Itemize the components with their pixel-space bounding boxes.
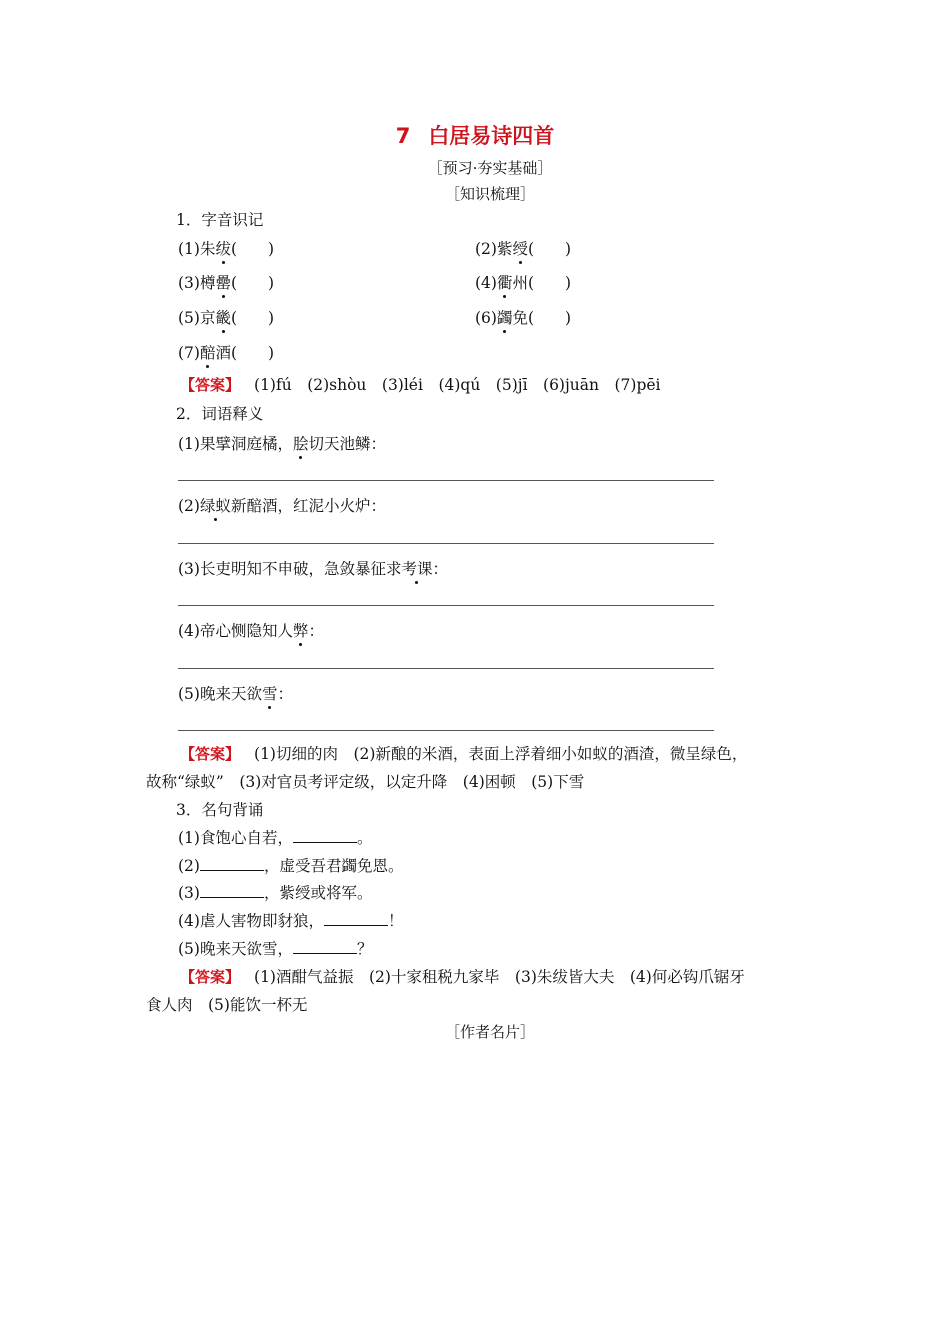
answer-text: (1)切细的肉 (2)新酿的米酒，表面上浮着细小如蚁的酒渣，微呈绿色， [254, 745, 748, 763]
section1-answer [180, 373, 661, 395]
section3-answer-line1 [180, 965, 745, 987]
term-item-4: (4)帝心恻隐知人弊： [178, 619, 324, 641]
section3-answer-line2: 食人肉 (5)能饮一杯无 [146, 996, 308, 1014]
term-item-1: (1)果擘洞庭橘，脍切天池鳞： [178, 432, 386, 454]
answer-line-3 [178, 605, 714, 606]
answer-line-1 [178, 480, 714, 481]
pron-item-6: (6)蠲免( ) [475, 306, 571, 328]
title-text: 白居易诗四首 [428, 124, 555, 148]
section1-heading: 1．字音识记 [176, 211, 264, 229]
answer-tag: 【答案】 [180, 376, 241, 394]
answer-tag: 【答案】 [180, 745, 241, 763]
answer-text: (1)fú (2)shòu (3)léi (4)qú (5)jī (6)juān (7)pēi [254, 376, 661, 394]
term-item-5: (5)晚来天欲雪： [178, 682, 293, 704]
title-number: 7 [395, 124, 411, 148]
recite-item-3: (3) ，紫绶或将军。 [178, 884, 373, 902]
answer-text: (1)酒酣气益振 (2)十家租税九家毕 (3)朱绂皆大夫 (4)何必钩爪锯牙 [254, 968, 745, 986]
section-label-preview: ［预习·夯实基础］ [427, 159, 553, 177]
pron-item-7: (7)醅酒( ) [178, 341, 274, 363]
section-label-author: ［作者名片］ [444, 1023, 535, 1041]
pron-item-2: (2)紫绶( ) [475, 237, 571, 259]
recite-item-1: (1)食饱心自若， 。 [178, 829, 373, 847]
section3-heading: 3．名句背诵 [176, 801, 264, 819]
answer-line-2 [178, 543, 714, 544]
section2-answer-line2: 故称“绿蚁” (3)对官员考评定级，以定升降 (4)困顿 (5)下雪 [146, 773, 585, 791]
pron-item-4: (4)衢州( ) [475, 271, 571, 293]
recite-item-2: (2) ，虚受吾君蠲免恩。 [178, 857, 404, 875]
term-item-2: (2)绿蚁新醅酒，红泥小火炉： [178, 494, 386, 516]
recite-item-4: (4)虐人害物即豺狼， ！ [178, 912, 404, 930]
page-title [0, 120, 950, 150]
pron-item-3: (3)樽罍( ) [178, 271, 274, 293]
section-label-knowledge: ［知识梳理］ [444, 185, 535, 203]
answer-line-5 [178, 730, 714, 731]
recite-item-5: (5)晚来天欲雪， ？ [178, 940, 373, 958]
section2-heading: 2．词语释义 [176, 405, 264, 423]
pron-item-5: (5)京畿( ) [178, 306, 274, 328]
section2-answer-line1 [180, 742, 747, 764]
answer-line-4 [178, 668, 714, 669]
answer-tag: 【答案】 [180, 968, 241, 986]
term-item-3: (3)长吏明知不申破，急敛暴征求考课： [178, 557, 448, 579]
pron-item-1: (1)朱绂( ) [178, 237, 274, 259]
